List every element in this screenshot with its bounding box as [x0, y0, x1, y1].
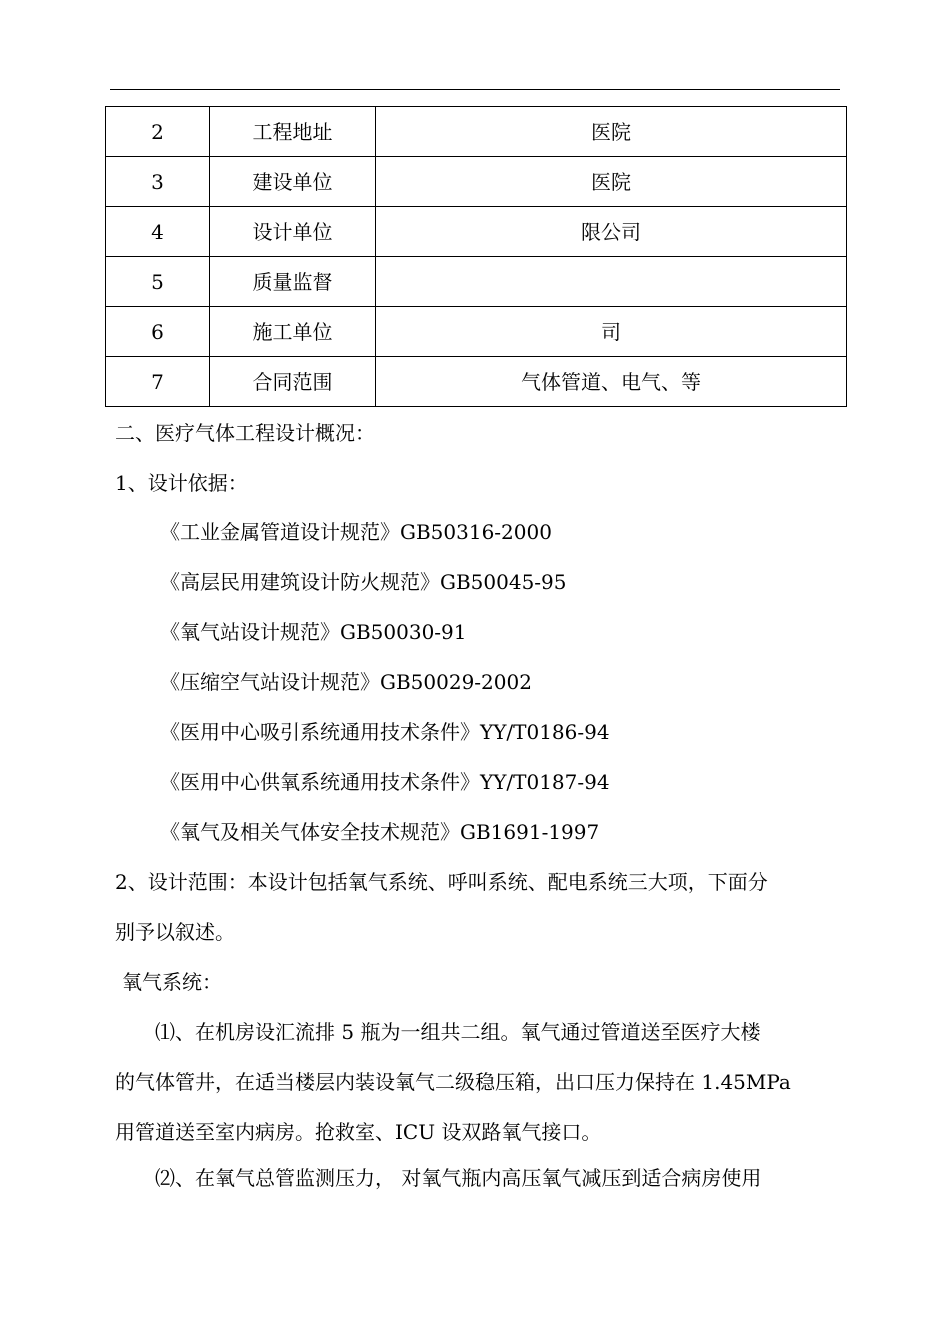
table-row: [106, 157, 847, 207]
row-label: 施工单位: [210, 307, 376, 357]
header-rule: [110, 89, 840, 90]
table-row: [106, 307, 847, 357]
table-row: [106, 257, 847, 307]
design-scope-line: 别予以叙述。: [115, 920, 235, 944]
row-value: 限公司: [376, 207, 847, 257]
standard-item: 《工业金属管道设计规范》GB50316-2000: [160, 520, 552, 544]
standard-item: 《医用中心吸引系统通用技术条件》YY/T0186-94: [160, 720, 610, 744]
row-label: 建设单位: [210, 157, 376, 207]
table-row: [106, 107, 847, 157]
row-number: 4: [106, 207, 210, 257]
row-label: 工程地址: [210, 107, 376, 157]
project-info-table: [105, 106, 847, 407]
row-value: [376, 257, 847, 307]
standard-item: 《氧气及相关气体安全技术规范》GB1691-1997: [160, 820, 600, 844]
row-value: 医院: [376, 107, 847, 157]
row-label: 质量监督: [210, 257, 376, 307]
table-row: [106, 357, 847, 407]
standard-item: 《高层民用建筑设计防火规范》GB50045-95: [160, 570, 567, 594]
paragraph-line: 用管道送至室内病房。抢救室、ICU 设双路氧气接口。: [115, 1120, 602, 1144]
section-title: 二、医疗气体工程设计概况：: [115, 421, 375, 445]
paragraph-line: ⑵、在氧气总管监测压力， 对氧气瓶内高压氧气减压到适合病房使用: [155, 1166, 762, 1190]
oxygen-system-heading: 氧气系统：: [122, 970, 222, 994]
design-scope-line: 2、设计范围：本设计包括氧气系统、呼叫系统、配电系统三大项，下面分: [115, 870, 768, 894]
row-label: 设计单位: [210, 207, 376, 257]
table-row: [106, 207, 847, 257]
row-value: 气体管道、电气、等: [376, 357, 847, 407]
row-label: 合同范围: [210, 357, 376, 407]
paragraph-line: ⑴、在机房设汇流排 5 瓶为一组共二组。氧气通过管道送至医疗大楼: [155, 1020, 761, 1044]
design-basis-heading: 1、设计依据：: [115, 471, 248, 495]
row-number: 6: [106, 307, 210, 357]
row-value: 医院: [376, 157, 847, 207]
standard-item: 《压缩空气站设计规范》GB50029-2002: [160, 670, 532, 694]
paragraph-line: 的气体管井，在适当楼层内装设氧气二级稳压箱，出口压力保持在 1.45MPa: [115, 1070, 791, 1094]
row-value: 司: [376, 307, 847, 357]
row-number: 7: [106, 357, 210, 407]
standard-item: 《医用中心供氧系统通用技术条件》YY/T0187-94: [160, 770, 610, 794]
row-number: 5: [106, 257, 210, 307]
standard-item: 《氧气站设计规范》GB50030-91: [160, 620, 467, 644]
row-number: 2: [106, 107, 210, 157]
row-number: 3: [106, 157, 210, 207]
